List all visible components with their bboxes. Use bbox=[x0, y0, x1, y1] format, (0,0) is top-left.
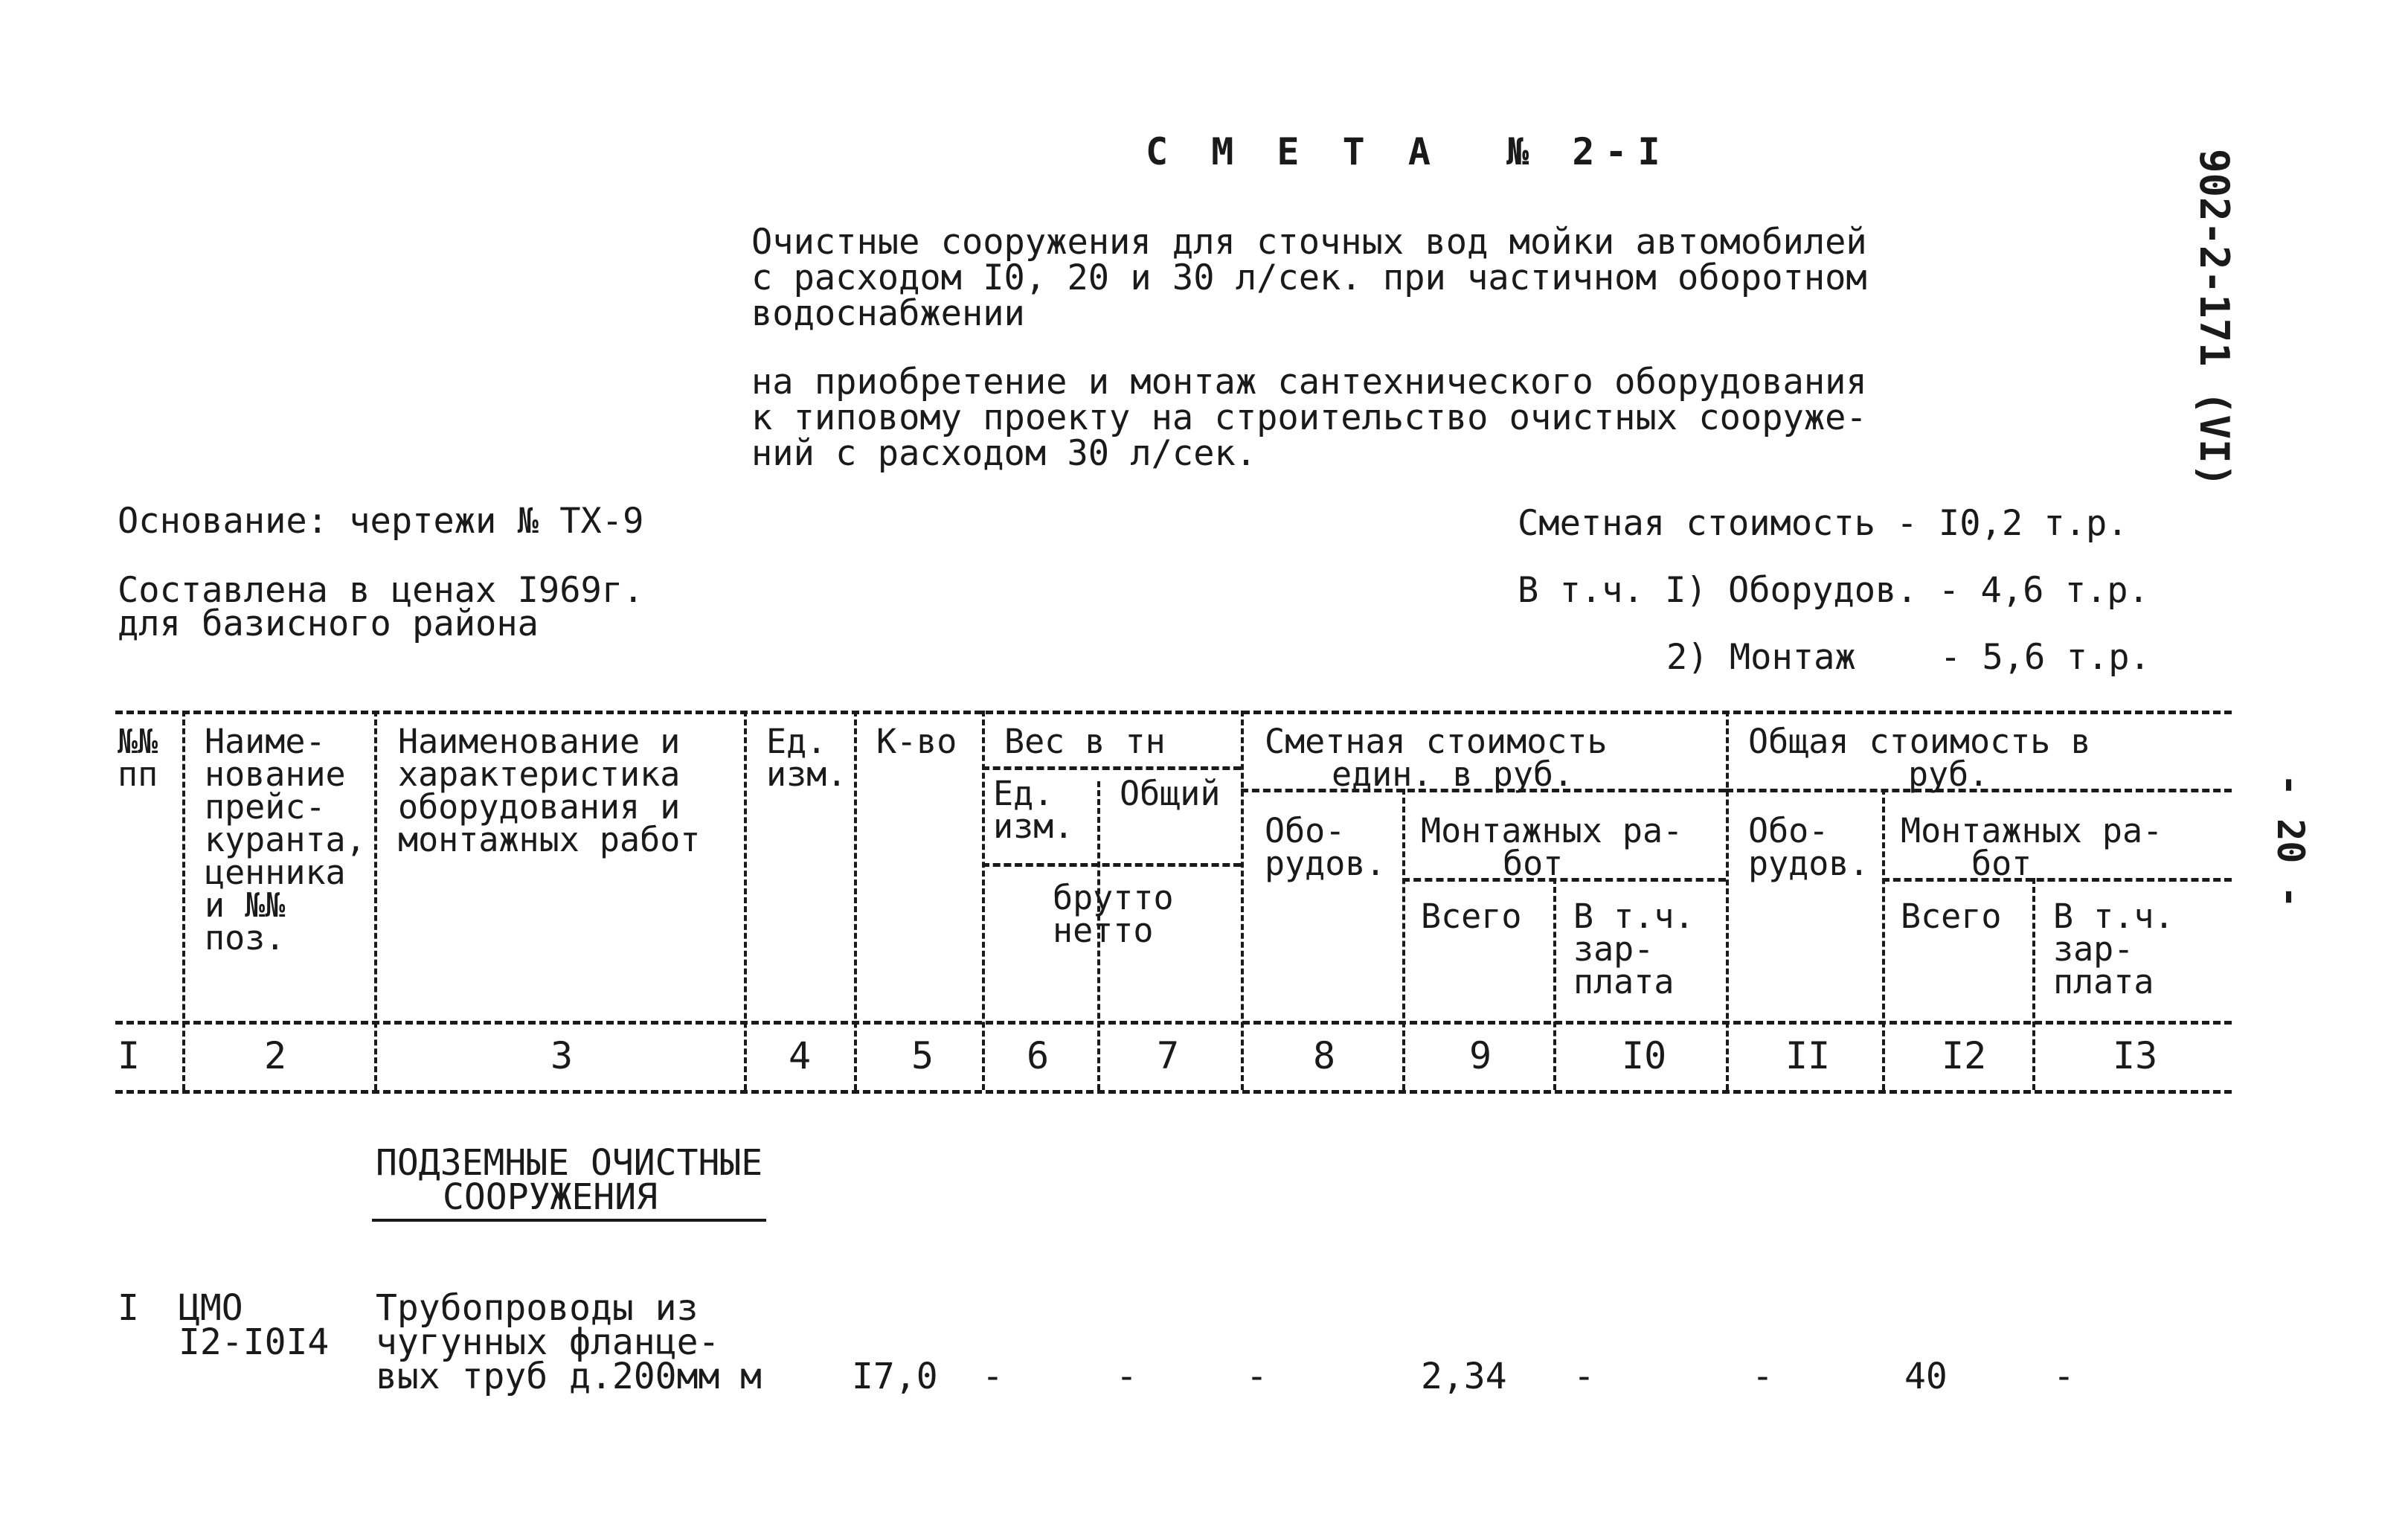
col-num-13: I3 bbox=[2113, 1034, 2158, 1077]
row1-c6: - bbox=[982, 1356, 1004, 1397]
object-line-2: с расходом I0, 20 и 30 л/сек. при частичном оборотном bbox=[751, 257, 1867, 298]
hdr-c2-l6: и №№ bbox=[205, 885, 286, 925]
hdr-wages-unit-l3: плата bbox=[1573, 962, 1675, 1001]
hdr-c3-l2: характеристика bbox=[398, 754, 681, 794]
header-bottom-line bbox=[115, 1021, 2232, 1025]
hdr-install2-l2: бот bbox=[1971, 844, 2032, 883]
table-top-line bbox=[115, 711, 2232, 714]
hdr-weight-unit-l2: изм. bbox=[993, 807, 1074, 846]
vline bbox=[1553, 878, 1556, 1090]
hdr-all-unit: Всего bbox=[1421, 897, 1522, 936]
col-num-8: 8 bbox=[1313, 1034, 1336, 1077]
hdr-c3-l3: оборудования и bbox=[398, 787, 681, 827]
hdr-total-cost-l1: Общая стоимость в bbox=[1748, 722, 2091, 761]
purpose-line-1: на приобретение и монтаж сантехнического оборудования bbox=[751, 362, 1867, 403]
hdr-unit-cost-l2: един. в руб. bbox=[1332, 754, 1574, 794]
row1-code-l1: ЦМО bbox=[179, 1287, 243, 1329]
vline bbox=[854, 711, 857, 1090]
hdr-install2-l1: Монтажных ра- bbox=[1901, 811, 2163, 850]
hdr-wages-total-l1: В т.ч. bbox=[2053, 897, 2174, 936]
object-line-3: водоснабжении bbox=[751, 293, 1025, 334]
row1-qty: I7,0 bbox=[852, 1356, 938, 1397]
row1-num: I bbox=[118, 1287, 139, 1329]
project-code: 902-2-171 (VI) bbox=[2191, 149, 2238, 488]
row1-c13: - bbox=[2053, 1356, 2075, 1397]
row1-c7: - bbox=[1116, 1356, 1137, 1397]
hdr-c4-l2: изм. bbox=[766, 754, 847, 794]
row1-c11: - bbox=[1752, 1356, 1773, 1397]
row1-c12: 40 bbox=[1904, 1356, 1948, 1397]
col-num-11: II bbox=[1785, 1034, 1831, 1077]
col-num-2: 2 bbox=[264, 1034, 287, 1077]
hdr-wages-unit-l1: В т.ч. bbox=[1573, 897, 1695, 936]
row1-c9: 2,34 bbox=[1421, 1356, 1507, 1397]
hline bbox=[982, 766, 1241, 770]
cost-total: Сметная стоимость - I0,2 т.р. bbox=[1518, 503, 2128, 544]
col-num-10: I0 bbox=[1622, 1034, 1667, 1077]
section-underline bbox=[372, 1219, 766, 1222]
prices-line-2: для базисного района bbox=[118, 603, 539, 644]
vline bbox=[1726, 711, 1729, 1090]
cost-equipment: В т.ч. I) Оборудов. - 4,6 т.р. bbox=[1518, 570, 2149, 611]
page-number: - 20 - bbox=[2269, 774, 2312, 908]
row1-name-l1: Трубопроводы из bbox=[376, 1287, 699, 1329]
col-num-3: 3 bbox=[550, 1034, 574, 1077]
hdr-equip2-l2: рудов. bbox=[1748, 844, 1869, 883]
hdr-c3-l1: Наименование и bbox=[398, 722, 681, 761]
hdr-equip-l2: рудов. bbox=[1265, 844, 1386, 883]
hdr-wages-total-l2: зар- bbox=[2053, 929, 2134, 969]
hdr-c2-l4: куранта, bbox=[205, 820, 366, 859]
hdr-c5: К-во bbox=[876, 722, 957, 761]
hdr-total-cost-l2: руб. bbox=[1908, 754, 1989, 794]
hdr-weight: Вес в тн bbox=[1004, 722, 1166, 761]
vline bbox=[374, 711, 377, 1090]
numbers-bottom-line bbox=[115, 1090, 2232, 1094]
hdr-c2-l3: прейс- bbox=[205, 787, 326, 827]
vline bbox=[2032, 878, 2035, 1090]
hdr-weight-total: Общий bbox=[1120, 774, 1221, 813]
hdr-equip-l1: Обо- bbox=[1265, 811, 1346, 850]
estimate-title: С М Е Т А № 2-I bbox=[1146, 130, 1671, 173]
vline bbox=[744, 711, 747, 1090]
hdr-install-l2: бот bbox=[1503, 844, 1564, 883]
col-num-7: 7 bbox=[1157, 1034, 1180, 1077]
row1-c10: - bbox=[1573, 1356, 1595, 1397]
col-num-5: 5 bbox=[911, 1034, 934, 1077]
vline bbox=[182, 711, 185, 1090]
row1-code-l2: I2-I0I4 bbox=[179, 1321, 330, 1363]
hdr-all-total: Всего bbox=[1901, 897, 2002, 936]
cost-installation: 2) Монтаж - 5,6 т.р. bbox=[1666, 637, 2151, 678]
col-num-12: I2 bbox=[1942, 1034, 1987, 1077]
hline bbox=[982, 863, 1241, 867]
hline bbox=[1882, 878, 2232, 882]
basis: Основание: чертежи № ТХ-9 bbox=[118, 501, 644, 542]
hdr-c2-l1: Наиме- bbox=[205, 722, 326, 761]
col-num-4: 4 bbox=[789, 1034, 812, 1077]
hdr-c4-l1: Ед. bbox=[766, 722, 827, 761]
row1-unit: м bbox=[740, 1356, 762, 1397]
hdr-wages-unit-l2: зар- bbox=[1573, 929, 1654, 969]
hdr-equip2-l1: Обо- bbox=[1748, 811, 1829, 850]
section-title-l1: ПОДЗЕМНЫЕ ОЧИСТНЫЕ bbox=[376, 1142, 763, 1184]
object-line-1: Очистные сооружения для сточных вод мойки автомобилей bbox=[751, 222, 1867, 263]
hdr-c2-l7: поз. bbox=[205, 918, 286, 958]
hdr-install-l1: Монтажных ра- bbox=[1421, 811, 1683, 850]
hdr-net: нетто bbox=[1053, 911, 1154, 950]
hdr-c2-l5: ценника bbox=[205, 853, 346, 892]
hdr-gross: брутто bbox=[1053, 878, 1174, 917]
hdr-c2-l2: нование bbox=[205, 754, 346, 794]
col-num-9: 9 bbox=[1469, 1034, 1492, 1077]
purpose-line-2: к типовому проекту на строительство очистных сооруже- bbox=[751, 397, 1867, 438]
hline bbox=[1402, 878, 1726, 882]
prices-line-1: Составлена в ценах I969г. bbox=[118, 570, 644, 611]
vline bbox=[1241, 711, 1244, 1090]
hdr-c1-l2: пп bbox=[118, 754, 158, 794]
vline bbox=[1402, 789, 1405, 1090]
hdr-c1-l1: №№ bbox=[118, 722, 158, 761]
section-title-l2: СООРУЖЕНИЯ bbox=[443, 1176, 658, 1218]
row1-name-l2: чугунных фланце- bbox=[376, 1321, 720, 1363]
hdr-weight-unit-l1: Ед. bbox=[993, 774, 1054, 813]
col-num-1: I bbox=[118, 1034, 141, 1077]
hdr-c3-l4: монтажных работ bbox=[398, 820, 701, 859]
vline bbox=[1882, 789, 1885, 1090]
row1-name-l3: вых труб д.200мм bbox=[376, 1356, 720, 1397]
hdr-unit-cost-l1: Сметная стоимость bbox=[1265, 722, 1608, 761]
purpose-line-3: ний с расходом 30 л/сек. bbox=[751, 433, 1257, 474]
row1-c8: - bbox=[1246, 1356, 1268, 1397]
hdr-wages-total-l3: плата bbox=[2053, 962, 2154, 1001]
col-num-6: 6 bbox=[1027, 1034, 1050, 1077]
